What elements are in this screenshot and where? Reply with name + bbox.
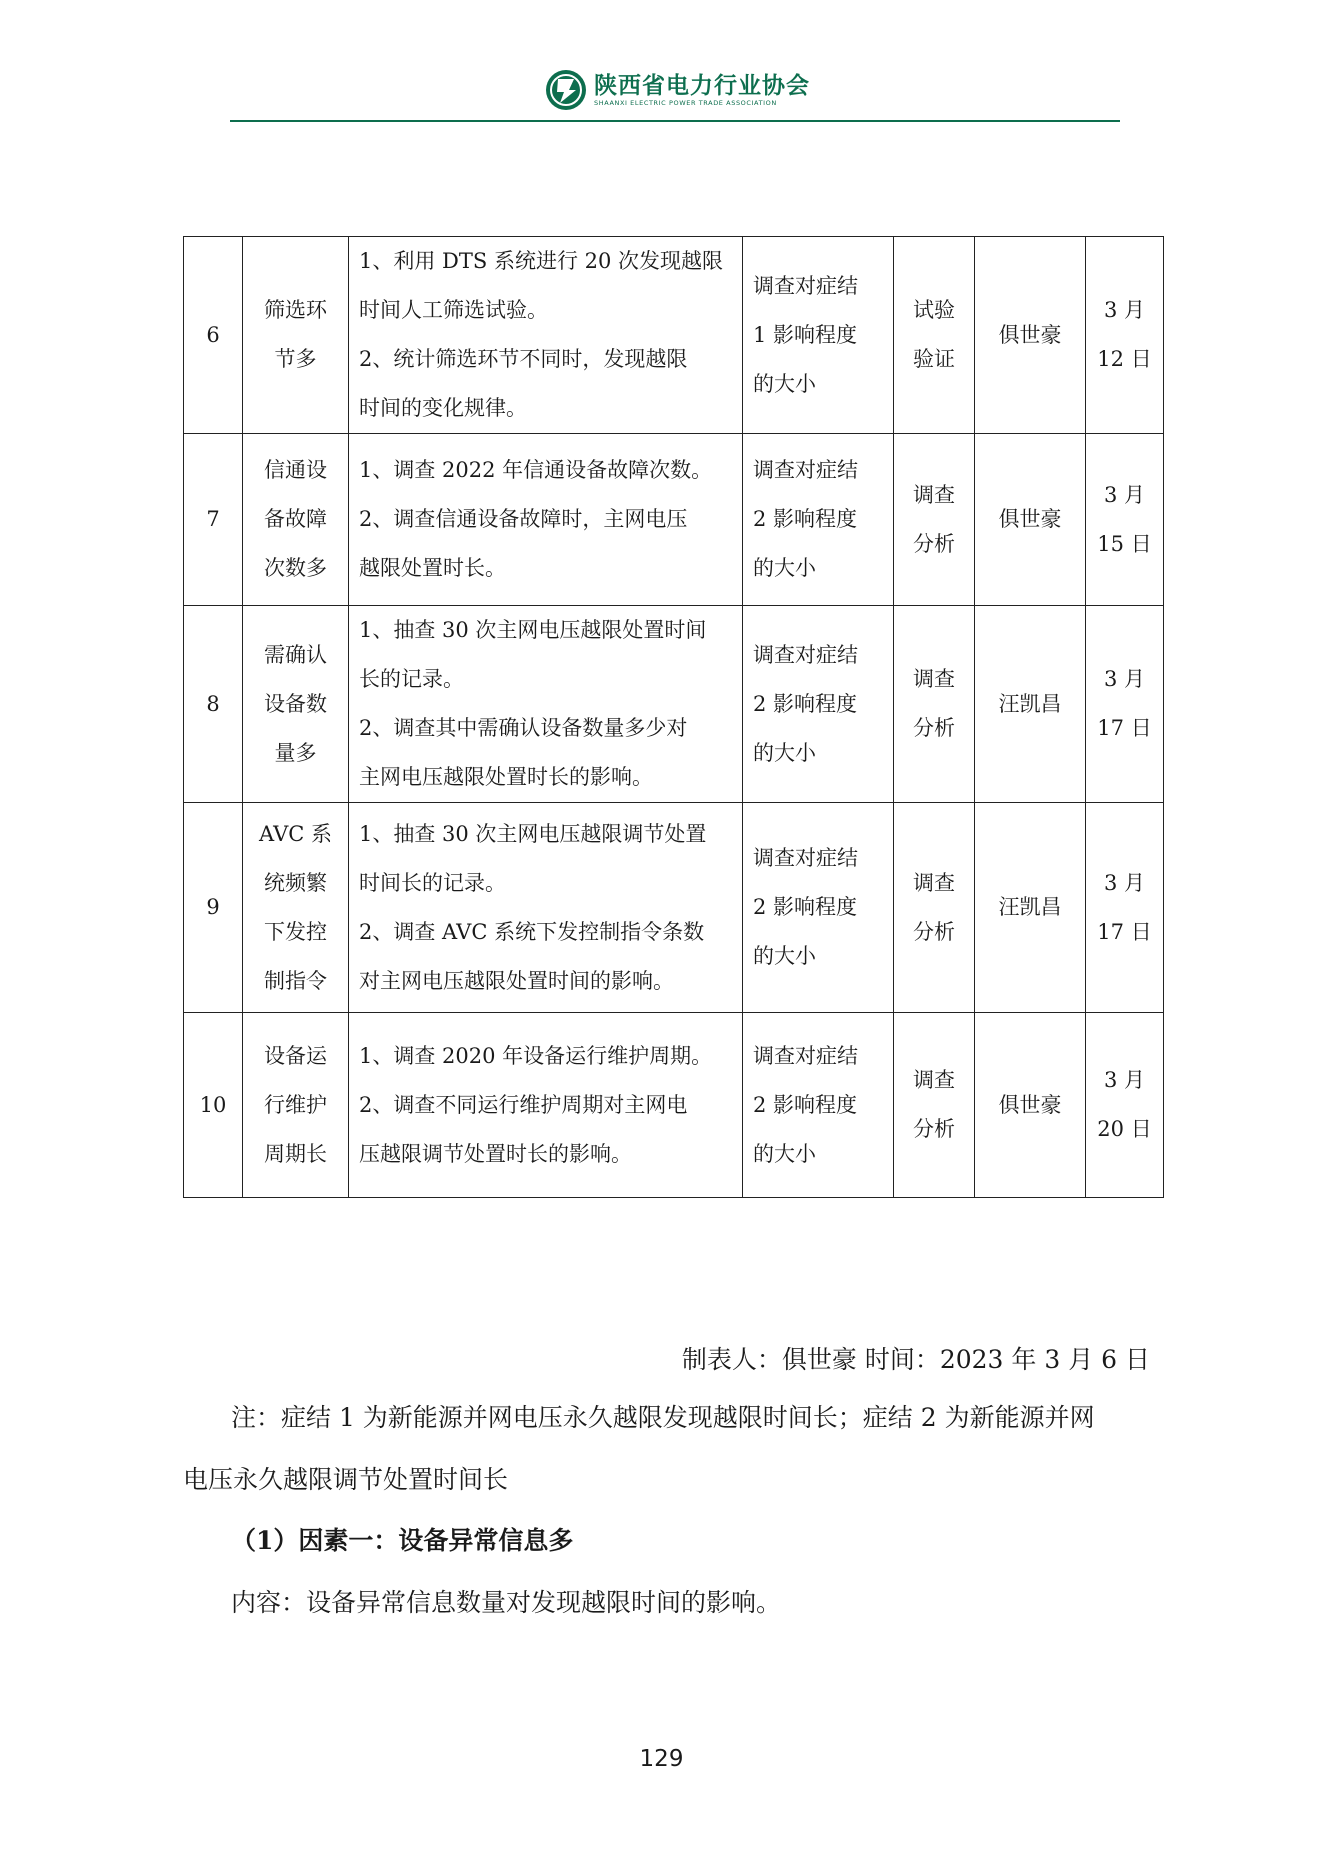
cell-person: 俱世豪 <box>975 434 1086 606</box>
cell-goal-line: 2 影响程度 <box>753 1092 858 1117</box>
cell-content-line: 2、调查不同运行维护周期对主网电 <box>359 1092 688 1117</box>
cell-content-line: 1、调查 2022 年信通设备故障次数。 <box>359 458 713 482</box>
cell-number: 9 <box>184 803 243 1013</box>
cell-content-line: 1、利用 DTS 系统进行 20 次发现越限 <box>359 249 724 273</box>
table-row <box>184 803 1164 1013</box>
cell-method-line: 分析 <box>913 716 955 740</box>
cell-number: 10 <box>184 1013 243 1198</box>
table-row <box>184 1013 1164 1198</box>
cell-factor-line: 次数多 <box>264 556 327 580</box>
cell-method-line: 分析 <box>913 531 955 556</box>
association-logo-icon <box>544 68 588 112</box>
cell-factor-line: 下发控 <box>264 919 327 944</box>
cell-date-line: 12 日 <box>1097 347 1152 371</box>
cell-content <box>349 606 743 803</box>
cell-method-line: 调查 <box>913 482 955 507</box>
cell-content-line: 长的记录。 <box>359 667 464 691</box>
cell-goal <box>743 434 894 606</box>
cell-content-line: 2、调查 AVC 系统下发控制指令条数 <box>359 919 705 944</box>
cell-goal-line: 调查对症结 <box>753 1043 858 1068</box>
cell-factor <box>243 803 349 1013</box>
factor-content: 内容：设备异常信息数量对发现越限时间的影响。 <box>231 1588 782 1617</box>
cell-method <box>894 606 975 803</box>
cell-number: 7 <box>184 434 243 606</box>
cell-factor-line: 量多 <box>274 740 317 765</box>
table-row <box>184 237 1164 434</box>
cell-date-line: 20 日 <box>1097 1117 1152 1141</box>
cell-factor-line: 周期长 <box>264 1141 327 1166</box>
cell-date-line: 15 日 <box>1097 531 1152 556</box>
org-name-cn: 陕西省电力行业协会 <box>594 73 810 99</box>
cell-method-line: 试验 <box>913 298 955 322</box>
cell-content <box>349 803 743 1013</box>
cell-factor <box>243 434 349 606</box>
cell-goal-line: 1 影响程度 <box>753 322 858 347</box>
cell-date-line: 3 月 <box>1103 870 1146 895</box>
note-line-1: 注：症结 1 为新能源并网电压永久越限发现越限时间长；症结 2 为新能源并网 <box>231 1403 1095 1432</box>
cell-factor-line: 节多 <box>274 347 317 371</box>
cell-content-line: 1、抽查 30 次主网电压越限处置时间 <box>359 618 707 642</box>
cell-method-line: 验证 <box>913 347 955 371</box>
cell-content-line: 压越限调节处置时长的影响。 <box>359 1141 632 1166</box>
cell-date <box>1086 606 1164 803</box>
page-header <box>0 60 1323 120</box>
cell-method-line: 分析 <box>913 1117 955 1141</box>
cell-content-line: 时间长的记录。 <box>359 870 506 895</box>
cell-content <box>349 1013 743 1198</box>
cell-goal-line: 2 影响程度 <box>753 691 858 716</box>
cell-content-line: 2、调查信通设备故障时，主网电压 <box>359 507 688 531</box>
cell-factor-line: 信通设 <box>264 458 327 482</box>
cell-person: 汪凯昌 <box>975 803 1086 1013</box>
cell-content-line: 对主网电压越限处置时间的影响。 <box>359 968 674 993</box>
factor-heading: （1）因素一：设备异常信息多 <box>231 1526 574 1555</box>
table-row <box>184 606 1164 803</box>
cell-content-line: 1、抽查 30 次主网电压越限调节处置 <box>359 821 707 846</box>
table-row <box>184 434 1164 606</box>
cell-factor <box>243 1013 349 1198</box>
cell-method-line: 调查 <box>913 667 955 691</box>
cell-goal-line: 调查对症结 <box>753 458 858 482</box>
cell-factor-line: 行维护 <box>264 1092 327 1117</box>
cell-number: 8 <box>184 606 243 803</box>
cell-factor-line: 制指令 <box>264 968 327 993</box>
cell-factor-line: 筛选环 <box>264 298 327 322</box>
cell-method-line: 调查 <box>913 1068 955 1092</box>
cell-goal <box>743 1013 894 1198</box>
cell-goal-line: 调查对症结 <box>753 273 858 298</box>
cell-date-line: 17 日 <box>1097 716 1152 740</box>
cell-method <box>894 237 975 434</box>
cell-goal-line: 的大小 <box>753 371 816 396</box>
table-body <box>184 237 1164 1198</box>
cell-content <box>349 434 743 606</box>
cell-person: 俱世豪 <box>975 237 1086 434</box>
cell-goal-line: 2 影响程度 <box>753 507 858 531</box>
association-logo <box>544 68 810 112</box>
cell-method-line: 分析 <box>913 919 955 944</box>
cell-factor-line: 设备运 <box>264 1043 327 1068</box>
cell-goal-line: 的大小 <box>753 556 816 580</box>
cell-date <box>1086 434 1164 606</box>
cell-person: 俱世豪 <box>975 1013 1086 1198</box>
cell-date-line: 17 日 <box>1097 919 1152 944</box>
cell-content-line: 主网电压越限处置时长的影响。 <box>359 765 653 789</box>
table-maker-line: 制表人：俱世豪 时间：2023 年 3 月 6 日 <box>681 1345 1150 1374</box>
cell-goal-line: 的大小 <box>753 944 816 968</box>
cell-date-line: 3 月 <box>1103 298 1146 322</box>
cell-factor-line: AVC 系 <box>258 821 333 846</box>
cell-date-line: 3 月 <box>1103 1068 1146 1092</box>
cell-content <box>349 237 743 434</box>
cell-factor <box>243 606 349 803</box>
cell-factor-line: 统频繁 <box>264 870 327 895</box>
org-name-en: SHAANXI ELECTRIC POWER TRADE ASSOCIATION <box>594 99 777 107</box>
cell-content-line: 时间的变化规律。 <box>359 396 527 420</box>
cell-goal-line: 调查对症结 <box>753 642 858 667</box>
cell-goal-line: 调查对症结 <box>753 846 858 870</box>
cell-content-line: 时间人工筛选试验。 <box>359 298 548 322</box>
cell-date-line: 3 月 <box>1103 667 1146 691</box>
cell-date <box>1086 237 1164 434</box>
cell-content-line: 越限处置时长。 <box>359 556 506 580</box>
cell-method <box>894 434 975 606</box>
cell-method <box>894 803 975 1013</box>
cell-factor-line: 备故障 <box>264 507 327 531</box>
cell-person: 汪凯昌 <box>975 606 1086 803</box>
cell-goal <box>743 803 894 1013</box>
cell-content-line: 2、统计筛选环节不同时，发现越限 <box>359 347 688 371</box>
cell-date <box>1086 803 1164 1013</box>
cell-method <box>894 1013 975 1198</box>
cell-factor <box>243 237 349 434</box>
cell-goal <box>743 237 894 434</box>
cell-date <box>1086 1013 1164 1198</box>
cell-factor-line: 需确认 <box>264 642 327 667</box>
note-line-2: 电压永久越限调节处置时间长 <box>183 1465 509 1494</box>
cell-number: 6 <box>184 237 243 434</box>
cell-content-line: 2、调查其中需确认设备数量多少对 <box>359 716 688 740</box>
cell-factor-line: 设备数 <box>264 691 327 716</box>
cell-goal-line: 的大小 <box>753 740 816 765</box>
countermeasure-table <box>183 236 1164 1198</box>
cell-goal-line: 2 影响程度 <box>753 895 858 919</box>
cell-method-line: 调查 <box>913 870 955 895</box>
page-number: 129 <box>639 1746 684 1772</box>
cell-goal <box>743 606 894 803</box>
cell-date-line: 3 月 <box>1103 482 1146 507</box>
cell-content-line: 1、调查 2020 年设备运行维护周期。 <box>359 1043 713 1068</box>
header-divider <box>230 120 1120 122</box>
cell-goal-line: 的大小 <box>753 1141 816 1166</box>
